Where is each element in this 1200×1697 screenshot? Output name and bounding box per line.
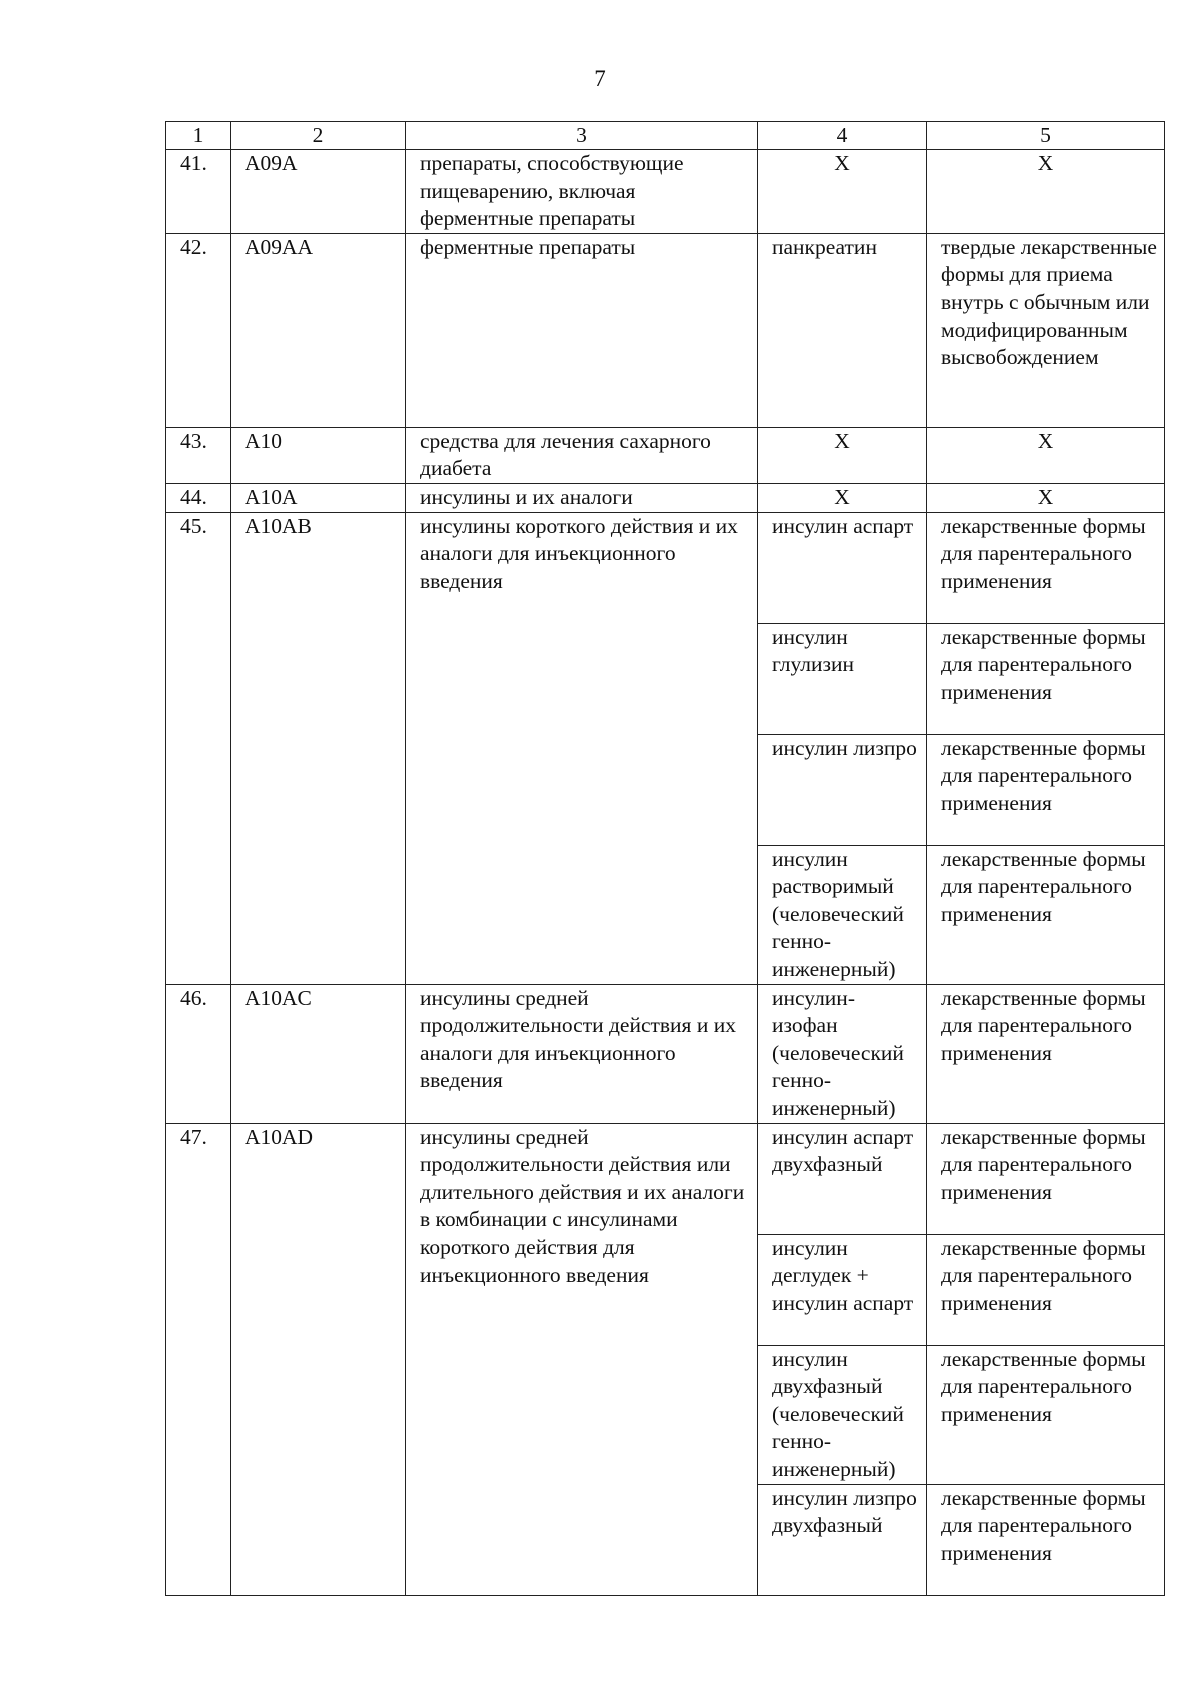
drug-name: X — [758, 427, 927, 483]
row-number: 45. — [166, 512, 231, 984]
dosage-form: X — [927, 483, 1165, 512]
table-row — [166, 150, 1165, 234]
dosage-form: лекарственные формы для парентерального применения — [927, 1345, 1165, 1484]
dosage-form: лекарственные формы для парентерального применения — [927, 623, 1165, 734]
drug-name: панкреатин — [758, 233, 927, 427]
drug-name: инсулин-изофан (человеческий генно-инженерный) — [758, 984, 927, 1123]
dosage-form: лекарственные формы для парентерального применения — [927, 1234, 1165, 1345]
page-number: 7 — [594, 66, 606, 91]
atc-code: A09AA — [231, 233, 406, 427]
dosage-form: лекарственные формы для парентерального применения — [927, 734, 1165, 845]
group-name: инсулины средней продолжительности действия и их аналоги для инъекционного введения — [406, 984, 758, 1123]
drug-name: инсулин растворимый (человеческий генно-инженерный) — [758, 845, 927, 984]
drug-name: инсулин аспарт двухфазный — [758, 1123, 927, 1234]
dosage-form: лекарственные формы для парентерального применения — [927, 1123, 1165, 1234]
atc-code: A10AC — [231, 984, 406, 1123]
atc-code: A10AD — [231, 1123, 406, 1595]
group-name: ферментные препараты — [406, 233, 758, 427]
group-name: средства для лечения сахарного диабета — [406, 427, 758, 483]
table-row — [166, 1123, 1165, 1234]
row-number: 43. — [166, 427, 231, 483]
table-row — [166, 512, 1165, 623]
header-cell: 4 — [758, 122, 927, 150]
drug-name: инсулин лизпро двухфазный — [758, 1484, 927, 1595]
group-name: инсулины короткого действия и их аналоги для инъекционного введения — [406, 512, 758, 984]
dosage-form: лекарственные формы для парентерального применения — [927, 984, 1165, 1123]
atc-code: A10A — [231, 483, 406, 512]
dosage-form: твердые лекарственные формы для приема внутрь с обычным или модифицированным высвобождением — [927, 233, 1165, 427]
header-cell: 2 — [231, 122, 406, 150]
atc-code: A10 — [231, 427, 406, 483]
dosage-form: лекарственные формы для парентерального применения — [927, 845, 1165, 984]
row-number: 46. — [166, 984, 231, 1123]
row-number: 44. — [166, 483, 231, 512]
table-row — [166, 984, 1165, 1123]
row-number: 47. — [166, 1123, 231, 1595]
drug-list-table — [165, 121, 1165, 1596]
row-number: 42. — [166, 233, 231, 427]
drug-name: X — [758, 150, 927, 234]
header-cell: 5 — [927, 122, 1165, 150]
header-cell: 1 — [166, 122, 231, 150]
dosage-form: лекарственные формы для парентерального применения — [927, 512, 1165, 623]
table-row — [166, 427, 1165, 483]
dosage-form: X — [927, 427, 1165, 483]
row-number: 41. — [166, 150, 231, 234]
drug-name: инсулин лизпро — [758, 734, 927, 845]
drug-name: инсулин деглудек + инсулин аспарт — [758, 1234, 927, 1345]
table-row — [166, 233, 1165, 427]
group-name: инсулины и их аналоги — [406, 483, 758, 512]
drug-name: инсулин глулизин — [758, 623, 927, 734]
table-header-row — [166, 122, 1165, 150]
drug-name: X — [758, 483, 927, 512]
atc-code: A09A — [231, 150, 406, 234]
drug-name: инсулин двухфазный (человеческий генно-инженерный) — [758, 1345, 927, 1484]
group-name: инсулины средней продолжительности действия или длительного действия и их аналоги в комбинации с инсулинами короткого действия для инъекционного введения — [406, 1123, 758, 1595]
dosage-form: лекарственные формы для парентерального применения — [927, 1484, 1165, 1595]
atc-code: A10AB — [231, 512, 406, 984]
table-row — [166, 483, 1165, 512]
drug-name: инсулин аспарт — [758, 512, 927, 623]
dosage-form: X — [927, 150, 1165, 234]
group-name: препараты, способствующие пищеварению, включая ферментные препараты — [406, 150, 758, 234]
header-cell: 3 — [406, 122, 758, 150]
